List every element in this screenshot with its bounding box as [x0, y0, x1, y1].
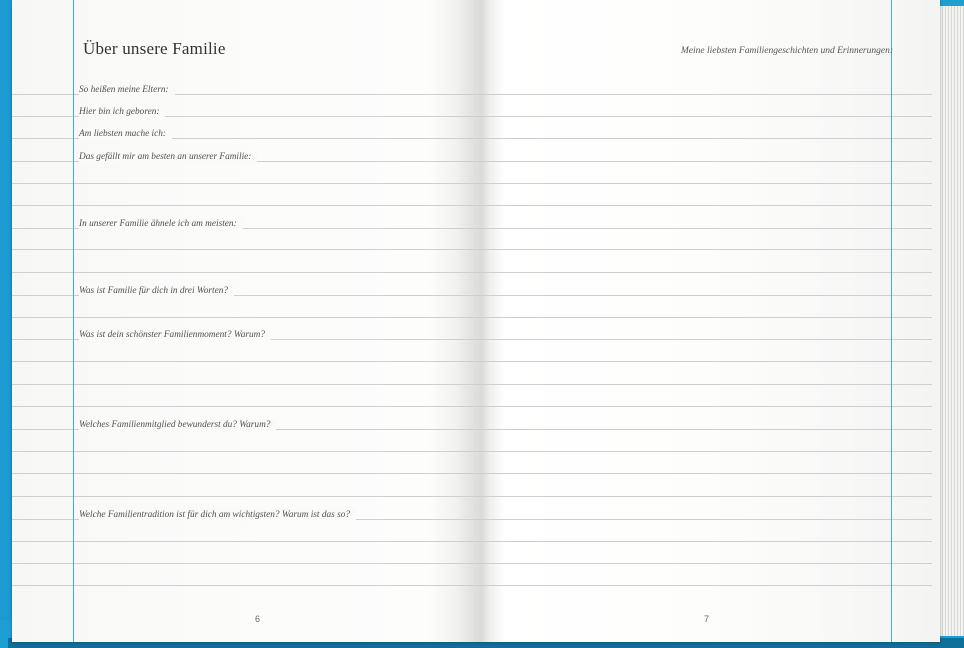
prompt-best-family-moment: Was ist dein schönster Familienmoment? Warum?	[79, 329, 271, 341]
prompt-favorite-activity: Am liebsten mache ich:	[79, 128, 172, 140]
ruled-line	[12, 451, 932, 452]
prompt-favorite-about-family: Das gefällt mir am besten an unserer Familie:	[79, 151, 257, 163]
prompt-admired-family-member: Welches Familienmitglied bewunderst du? Warum?	[79, 419, 276, 431]
page-title: Über unsere Familie	[83, 39, 226, 58]
ruled-line	[12, 563, 932, 564]
ruled-line	[12, 249, 932, 250]
ruled-line	[12, 384, 932, 385]
prompt-parents: So heißen meine Eltern:	[79, 84, 175, 96]
book-gutter	[457, 0, 507, 642]
open-book-spread	[12, 0, 940, 642]
prompt-birthplace: Hier bin ich geboren:	[79, 106, 165, 118]
prompt-family-three-words: Was ist Familie für dich in drei Worten?	[79, 285, 234, 297]
ruled-line	[12, 205, 932, 206]
ruled-line	[12, 585, 932, 586]
prompt-resemblance: In unserer Familie ähnele ich am meisten:	[79, 218, 243, 230]
ruled-line	[12, 183, 932, 184]
prompt-family-tradition: Welche Familientradition ist für dich am wichtigsten? Warum ist das so?	[79, 509, 356, 521]
ruled-line	[12, 473, 932, 474]
left-margin-line	[73, 0, 74, 642]
right-page-heading: Meine liebsten Familiengeschichten und Erinnerungen:	[680, 46, 893, 56]
left-page-number: 6	[255, 614, 261, 624]
right-margin-line	[891, 0, 892, 642]
ruled-line	[12, 541, 932, 542]
ruled-line	[12, 406, 932, 407]
ruled-line	[12, 317, 932, 318]
ruled-line	[12, 272, 932, 273]
right-page-number: 7	[704, 614, 710, 624]
ruled-line	[12, 496, 932, 497]
ruled-line	[12, 361, 932, 362]
